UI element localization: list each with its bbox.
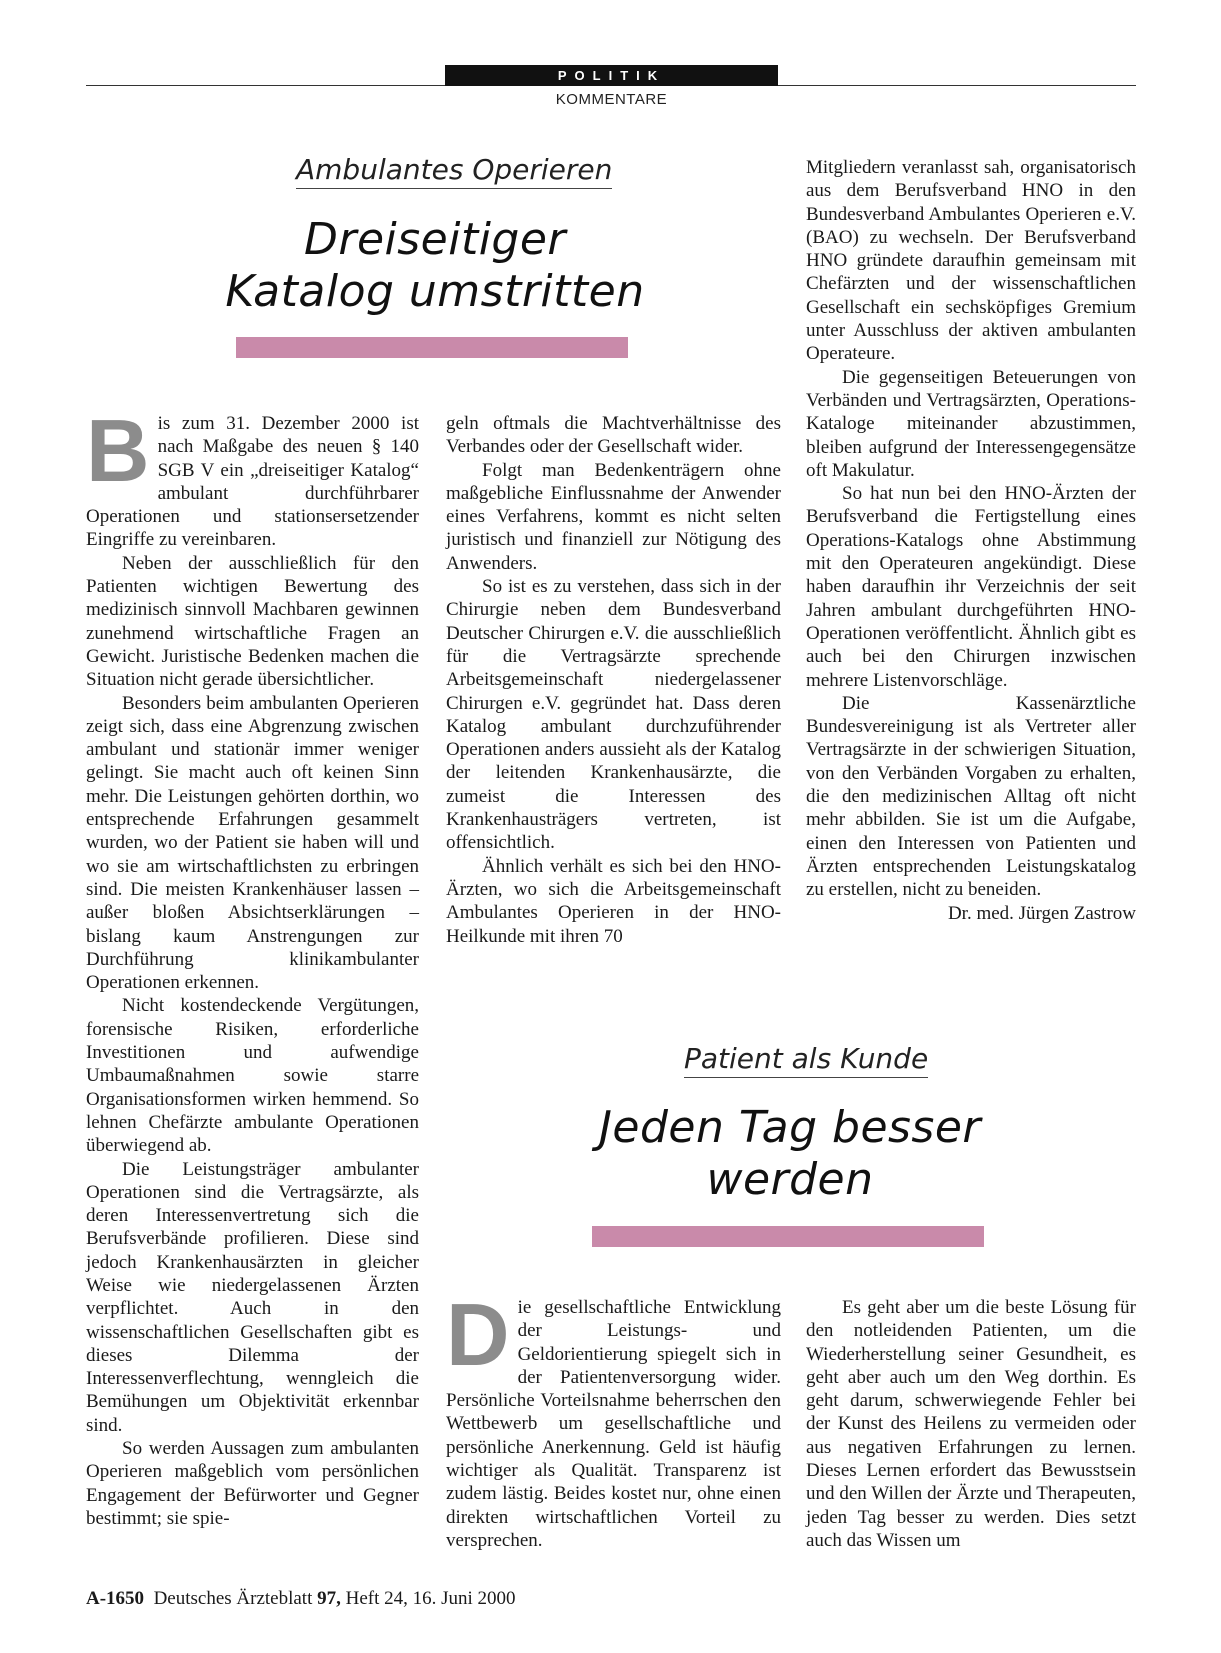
article1-dropcap: B <box>86 401 150 500</box>
article2-headline-line2: werden <box>706 1154 874 1205</box>
journal-issue: Heft 24, 16. Juni 2000 <box>345 1588 516 1609</box>
article1-paragraph: Die gegenseitigen Beteuerungen von Verbänden und Vertragsärzten, Operations-Kataloge miteinander abzustimmen, bleiben aufgrund der Interessengegensätze oft Makulatur. <box>806 366 1136 481</box>
article2-dropcap: D <box>446 1285 510 1384</box>
article2-headline <box>560 1102 1020 1206</box>
journal-name: Deutsches Ärzteblatt <box>153 1588 313 1609</box>
article2-paragraph <box>446 1285 781 1552</box>
article1-column-3 <box>806 156 1136 925</box>
article1-paragraph: Die Leistungsträger ambulanter Operationen sind die Vertragsärzte, als deren Interessenvertretung sich die Berufsverbände profilieren. Diese sind jedoch Krankenhausärzten in gleicher Weise wie niedergelassenen Ärzten verpflichtet. Auch in den wissenschaftlichen Gesellschaften gibt es dieses Dilemma der Interessenverflechtung, wenngleich die Bemühungen um Objektivität erkennbar sind. <box>86 1158 419 1436</box>
article1-paragraph <box>806 692 1136 924</box>
article1-paragraph <box>86 401 419 552</box>
article1-accent-bar <box>236 337 628 358</box>
subsection-label: KOMMENTARE <box>555 91 668 108</box>
article1-paragraph: Nicht kostendeckende Vergütungen, forensische Risiken, erforderliche Investitionen und aufwendige Umbaumaßnahmen sowie starre Organisationsformen wirken hemmend. So lehnen Chefärzte ambulante Operationen überwiegend ab. <box>86 995 419 1157</box>
journal-volume: 97, <box>317 1588 341 1609</box>
article1-headline-line2: Katalog umstritten <box>225 266 645 317</box>
article2-column-1 <box>446 1285 781 1552</box>
article1-paragraph: Folgt man Bedenkenträgern ohne maßgebliche Einflussnahme der Anwender eines Verfahrens, kommt es nicht selten juristisch und finanziell zur Nötigung des Anwenders. <box>446 459 781 574</box>
article1-paragraph: Besonders beim ambulanten Operieren zeigt sich, dass eine Abgrenzung zwischen ambulant und stationär immer weniger gelingt. Sie macht auch oft keinen Sinn mehr. Die Leistungen gehörten dorthin, wo entsprechende Erfahrungen gesammelt wurden, wo der Patient sie haben will und wo sie am wirtschaftlichsten zu erbringen sind. Die meisten Krankenhäuser lassen – außer bloßen Absichtserklärungen – bislang kaum Anstrengungen zur Durchführung klinikambulanter Operationen erkennen. <box>86 692 419 994</box>
article1-kicker: Ambulantes Operieren <box>296 153 612 189</box>
article1-paragraph: So ist es zu verstehen, dass sich in der Chirurgie neben dem Bundesverband Deutscher Chirurgen e.V. die ausschließlich für die Vertragsärzte sprechende Arbeitsgemeinschaft niedergelassener Chirurgen e.V. gegründet hat. Dass deren Katalog ambulant durchzuführender Operationen anders aussieht als der Katalog der leitenden Krankenhausärzte, die zumeist die Interessen des Krankenhausträgers vertreten, ist offensichtlich. <box>446 576 781 854</box>
article1-author: Dr. med. Jürgen Zastrow <box>947 902 1136 924</box>
article2-column-2 <box>806 1296 1136 1552</box>
article1-paragraph-text: Die Kassenärztliche Bundesvereinigung ist als Vertreter aller Vertragsärzte in der schwierigen Situation, von den Verbänden Vorgaben zu erhalten, die den medizinischen Alltag oft nicht mehr abbilden. Sie ist um die Aufgabe, einen den Interessen von Patienten und Ärzten entsprechenden Leistungskatalog zu erstellen, nicht zu beneiden. <box>806 692 1136 901</box>
article1-paragraph-text: is zum 31. Dezember 2000 ist nach Maßgabe des neuen § 140 SGB V ein „dreiseitiger Katalog“ ambulant durchführbarer Operationen und stationsersetzender Eingriffe zu vereinbaren. <box>86 413 419 551</box>
article1-headline-line1: Dreiseitiger <box>303 214 567 265</box>
article2-accent-bar <box>592 1226 984 1247</box>
article1-column-2 <box>446 412 781 948</box>
page-footer <box>86 1588 516 1610</box>
article2-kicker: Patient als Kunde <box>684 1042 928 1078</box>
article1-paragraph: So werden Aussagen zum ambulanten Operieren maßgeblich vom persönlichen Engagement der Befürworter und Gegner bestimmt; sie spie- <box>86 1438 419 1529</box>
article2-paragraph-text: ie gesellschaftliche Entwicklung der Leistungs- und Geldorientierung spiegelt sich in der Patientenversorgung wider. Persönliche Vorteilsnahme beherrschen den Wettbewerb um gesellschaftliche und persönliche Anerkennung. Geld ist häufig wichtiger als Qualität. Transparenz ist zudem lästig. Beides kostet nur, ohne einen direkten wirtschaftlichen Vorteil zu versprechen. <box>446 1297 781 1551</box>
article1-column-1 <box>86 401 419 1530</box>
page-number: A-1650 <box>86 1588 145 1609</box>
article2-paragraph: Es geht aber um die beste Lösung für den notleidenden Patienten, um die Wiederherstellung seiner Gesundheit, es geht aber auch um den Weg dorthin. Es geht darum, schwerwiegende Fehler bei der Kunst des Heilens zu vermeiden oder aus negativen Erfahrungen zu lernen. Dieses Lernen erfordert das Bewusstsein und den Willen der Ärzte und Therapeuten, jeden Tag besser zu werden. Dies setzt auch das Wissen um <box>806 1297 1136 1551</box>
article2-headline-line1: Jeden Tag besser <box>598 1102 982 1153</box>
article1-paragraph: So hat nun bei den HNO-Ärzten der Berufsverband die Fertigstellung eines Operations-Katalogs ohne Abstimmung mit den Operateuren angekündigt. Diese haben daraufhin ihr Verzeichnis der seit Jahren ambulant durchgeführten HNO-Operationen veröffentlicht. Ähnlich gibt es auch bei den Chirurgen inzwischen mehrere Listenvorschläge. <box>806 483 1136 691</box>
article1-paragraph: geln oftmals die Machtverhältnisse des Verbandes oder der Gesellschaft wider. <box>446 413 781 458</box>
article1-paragraph: Ähnlich verhält es sich bei den HNO-Ärzten, wo sich die Arbeitsgemeinschaft Ambulantes Operieren in der HNO-Heilkunde mit ihren 70 <box>446 855 781 947</box>
article1-headline <box>200 214 670 318</box>
article1-paragraph: Neben der ausschließlich für den Patienten wichtigen Bewertung des medizinisch sinnvoll Machbaren gewinnen zunehmend wirtschaftliche Fragen an Gewicht. Juristische Bedenken machen die Situation nicht gerade übersichtlicher. <box>86 552 419 691</box>
article1-paragraph: Mitgliedern veranlasst sah, organisatorisch aus dem Berufsverband HNO in den Bundesverband Ambulantes Operieren e.V. (BAO) zu wechseln. Der Berufsverband HNO gründete daraufhin gemeinsam mit Chefärzten und der wissenschaftlichen Gesellschaft ein sechsköpfiges Gremium unter Ausschluss der aktiven ambulanten Operateure. <box>806 157 1136 365</box>
section-label: POLITIK <box>445 65 778 86</box>
